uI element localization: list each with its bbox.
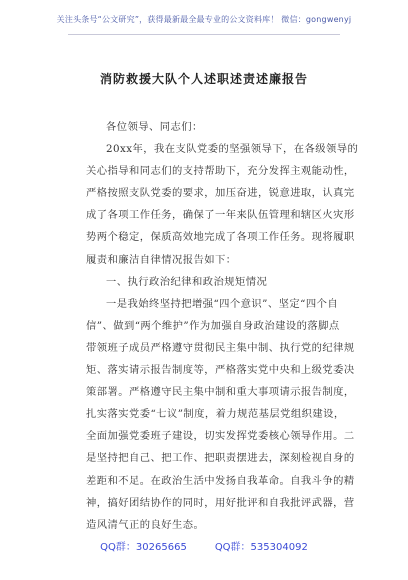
- body-line: 矩、落实请示报告制度等，严格落实党中央和上级党委决: [86, 364, 355, 377]
- body-line: 一是我始终坚持把增强“四个意识”、坚定“四个自: [106, 297, 339, 310]
- body-line: 关心指导和同志们的支持帮助下，充分发挥主观能动性，: [86, 165, 355, 178]
- footer-qq-group-1: QQ群：30265665: [100, 542, 187, 553]
- header-divider: [68, 34, 340, 35]
- body-line: 造风清气正的良好生态。: [86, 518, 205, 531]
- body-line: 严格按照支队党委的要求，加压奋进，锐意进取，认真完: [86, 187, 355, 200]
- body-line: 扎实落实党委“七议”制度，着力规范基层党组织建设，: [86, 408, 345, 421]
- footer-qq-group-2: QQ群：535304092: [214, 542, 308, 553]
- body-line: 势两个稳定，保质高效地完成了各项工作任务。现将履职: [86, 231, 355, 244]
- body-line: 带领班子成员严格遵守贯彻民主集中制、执行党的纪律规: [86, 341, 355, 354]
- body-line: 策部署。严格遵守民主集中制和重大事项请示报告制度，: [86, 386, 355, 399]
- section-heading: 一、执行政治纪律和政治规矩情况: [106, 275, 268, 288]
- body-line: 履责和廉洁自律情况报告如下：: [86, 253, 237, 266]
- footer-contact: [0, 538, 408, 553]
- body-line: 差距和不足。在政治生活中发扬自我革命。自我斗争的精: [86, 474, 355, 487]
- body-line: 是坚持把自己、把工作、把职责摆进去，深刻检视自身的: [86, 452, 355, 465]
- salutation-line: 各位领导、同志们：: [106, 121, 203, 133]
- document-body: [86, 116, 359, 536]
- body-line: 信”、做到“两个维护”作为加强自身政治建设的落脚点: [86, 319, 340, 332]
- body-line: 成了各项工作任务，确保了一年来队伍管理和辖区火灾形: [86, 209, 355, 222]
- body-line: 全面加强党委班子建设，切实发挥党委核心领导作用。二: [86, 430, 355, 443]
- header-promo-note: 关注头条号“公文研究”，获得最新最全最专业的公文资料库！ 微信：gongwenyj: [56, 15, 352, 24]
- body-line: 20xx年，我在支队党委的坚强领导下，在各级领导的: [106, 143, 359, 156]
- document-title: 消防救援大队个人述职述责述廉报告: [99, 72, 308, 86]
- body-line: 神，搞好团结协作的同时，用好批评和自我批评武器，营: [86, 496, 355, 509]
